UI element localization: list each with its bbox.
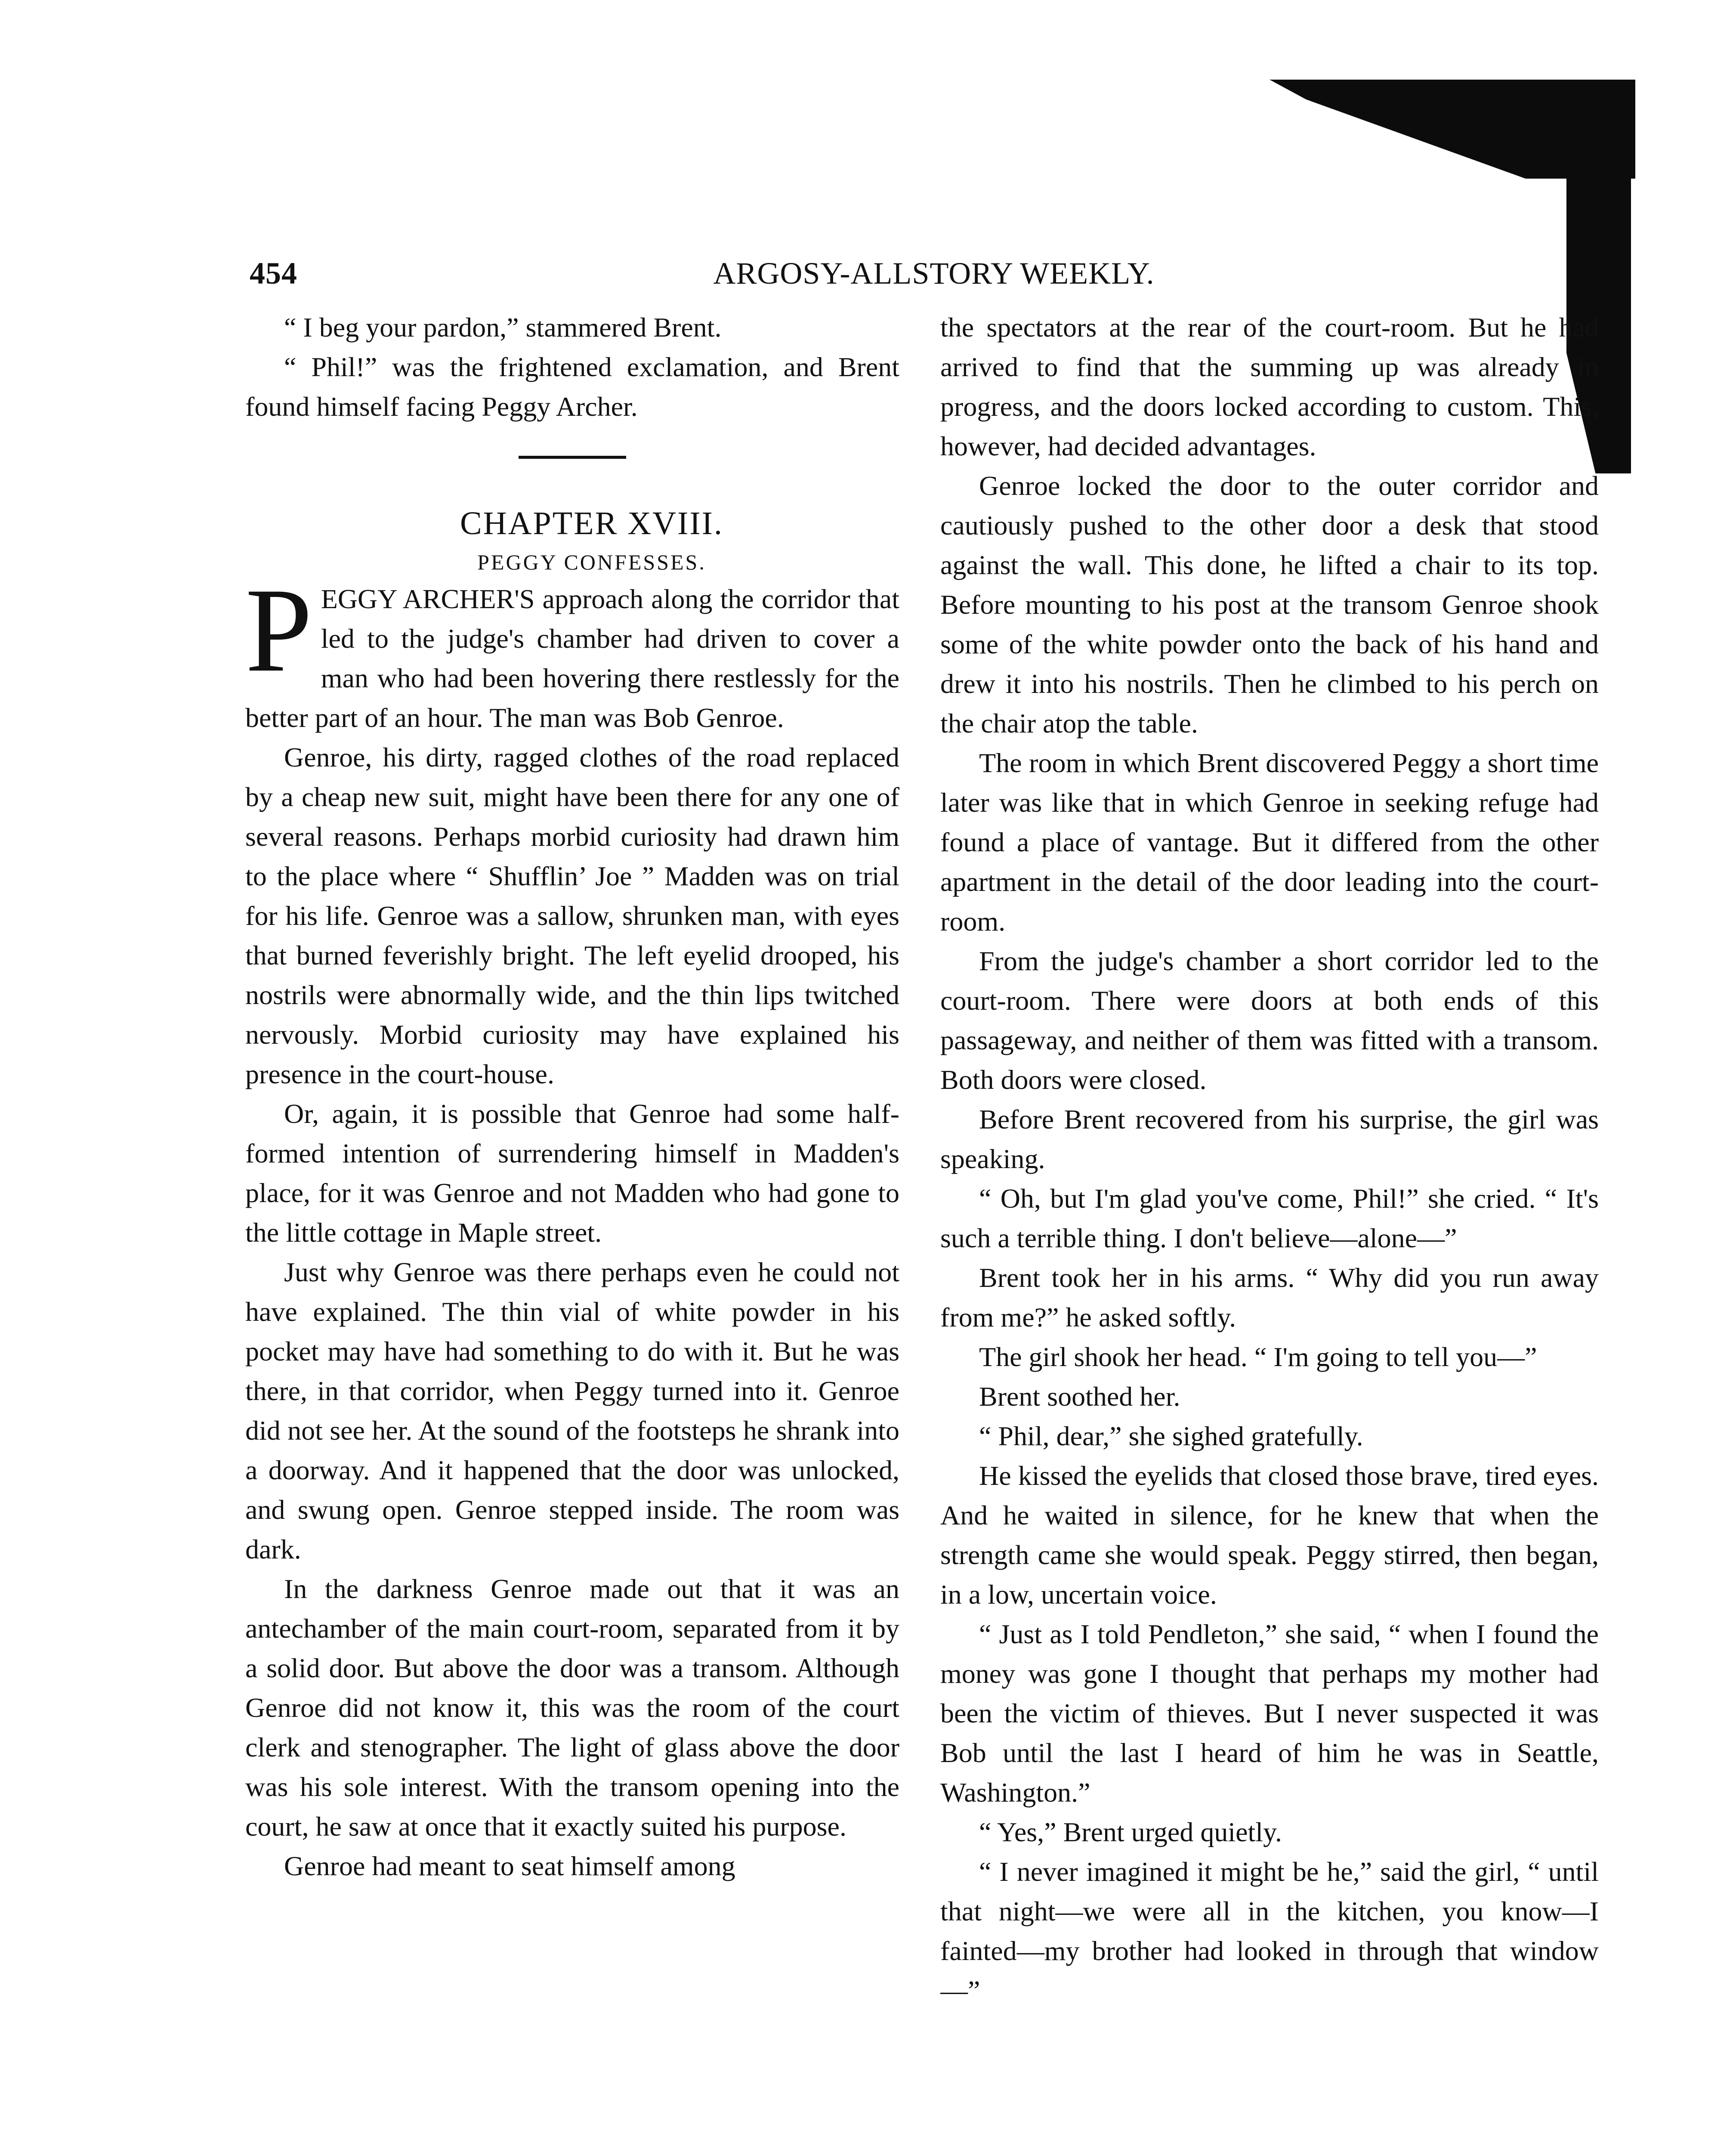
paragraph: In the darkness Genroe made out that it was an antechamber of the main court-room, separated from it by a solid door. But above the door was a transom. Although Genroe did not know it, this was the room of the court clerk and stenographer. The light of glass above the door was his sole interest. With the transom opening into the court, he saw at once that it exactly suited his purpose. bbox=[245, 1574, 899, 1842]
paragraph: “ I beg your pardon,” stammered Brent. bbox=[284, 312, 722, 343]
paragraph: Genroe, his dirty, ragged clothes of the road replaced by a cheap new suit, might have been there for any one of several reasons. Perhaps morbid curiosity had drawn him to the place where “ Shufflin’ Joe ” Madden was on trial for his life. Genroe was a sallow, shrunken man, with eyes that burned feverishly bright. The left eyelid drooped, his nostrils were abnormally wide, and the thin lips twitched nervously. Morbid curiosity may have explained his presence in the court-house. bbox=[245, 742, 899, 1089]
paragraph: “ Phil, dear,” she sighed gratefully. bbox=[979, 1421, 1363, 1451]
paragraph: The girl shook her head. “ I'm going to tell you—” bbox=[979, 1342, 1537, 1372]
left-column bbox=[245, 308, 899, 2152]
paragraph: Just why Genroe was there perhaps even he could not have explained. The thin vial of white powder in his pocket may have had something to do with it. But he was there, in that corridor, when Peggy turned into it. Genroe did not see her. At the sound of the footsteps he shrank into a doorway. And it happened that the door was unlocked, and swung open. Genroe stepped inside. The room was dark. bbox=[245, 1257, 899, 1565]
paragraph: Brent took her in his arms. “ Why did you run away from me?” he asked softly. bbox=[940, 1262, 1599, 1333]
running-head: ARGOSY-ALLSTORY WEEKLY. bbox=[713, 256, 1155, 291]
paragraph: From the judge's chamber a short corridor led to the court-room. There were doors at both ends of this passageway, and neither of them was fitted with a transom. Both doors were closed. bbox=[940, 946, 1599, 1095]
paragraph: “ Oh, but I'm glad you've come, Phil!” she cried. “ It's such a terrible thing. I don't believe—alone—” bbox=[940, 1183, 1599, 1253]
first-paragraph-text: EGGY ARCHER'S approach along the corridor that led to the judge's chamber had driven to cover a man who had been hovering there restlessly for the better part of an hour. The man was Bob Genroe. bbox=[245, 584, 899, 733]
chapter-title: CHAPTER XVIII. bbox=[460, 505, 723, 541]
paragraph: Brent soothed her. bbox=[979, 1381, 1180, 1412]
paragraph: “ Yes,” Brent urged quietly. bbox=[979, 1817, 1282, 1847]
paragraph: “ Just as I told Pendleton,” she said, “ when I found the money was gone I thought that perhaps my mother had been the victim of thieves. But I never suspected it was Bob until the last I heard of him he was in Seattle, Washington.” bbox=[940, 1619, 1599, 1808]
chapter-subtitle: PEGGY CONFESSES. bbox=[477, 550, 706, 574]
page-header bbox=[250, 247, 1618, 299]
first-paragraph bbox=[245, 563, 899, 738]
section-divider bbox=[519, 456, 626, 459]
paragraph: The room in which Brent discovered Peggy a short time later was like that in which Genroe in seeking refuge had found a place of vantage. But it differed from the other apartment in the detail of the door leading into the court-room. bbox=[940, 748, 1599, 937]
drop-cap: P bbox=[245, 563, 312, 697]
page-number: 454 bbox=[250, 256, 297, 291]
scan-artifact bbox=[1270, 80, 1635, 179]
paragraph: “ Phil!” was the frightened exclamation, and Brent found himself facing Peggy Archer. bbox=[245, 352, 899, 422]
paragraph: the spectators at the rear of the court-room. But he had arrived to find that the summing up was already in progress, and the doors locked according to custom. This, however, had decided advantages. bbox=[940, 312, 1599, 461]
paragraph: Genroe locked the door to the outer corridor and cautiously pushed to the other door a desk that stood against the wall. This done, he lifted a chair to its top. Before mounting to his post at the transom Genroe shook some of the white powder onto the back of his hand and drew it into his nostrils. Then he climbed to his perch on the chair atop the table. bbox=[940, 470, 1599, 739]
paragraph: He kissed the eyelids that closed those brave, tired eyes. And he waited in silence, for he knew that when the strength came she would speak. Peggy stirred, then began, in a low, uncertain voice. bbox=[940, 1460, 1599, 1610]
paragraph: Before Brent recovered from his surprise, the girl was speaking. bbox=[940, 1104, 1599, 1174]
paragraph: Or, again, it is possible that Genroe had some half-formed intention of surrendering himself in Madden's place, for it was Genroe and not Madden who had gone to the little cottage in Maple street. bbox=[245, 1098, 899, 1248]
right-column bbox=[940, 308, 1599, 2152]
paragraph: Genroe had meant to seat himself among bbox=[284, 1851, 735, 1881]
paragraph: “ I never imagined it might be he,” said the girl, “ until that night—we were all in the kitchen, you know—I fainted—my brother had looked in through that window—” bbox=[940, 1856, 1599, 2006]
